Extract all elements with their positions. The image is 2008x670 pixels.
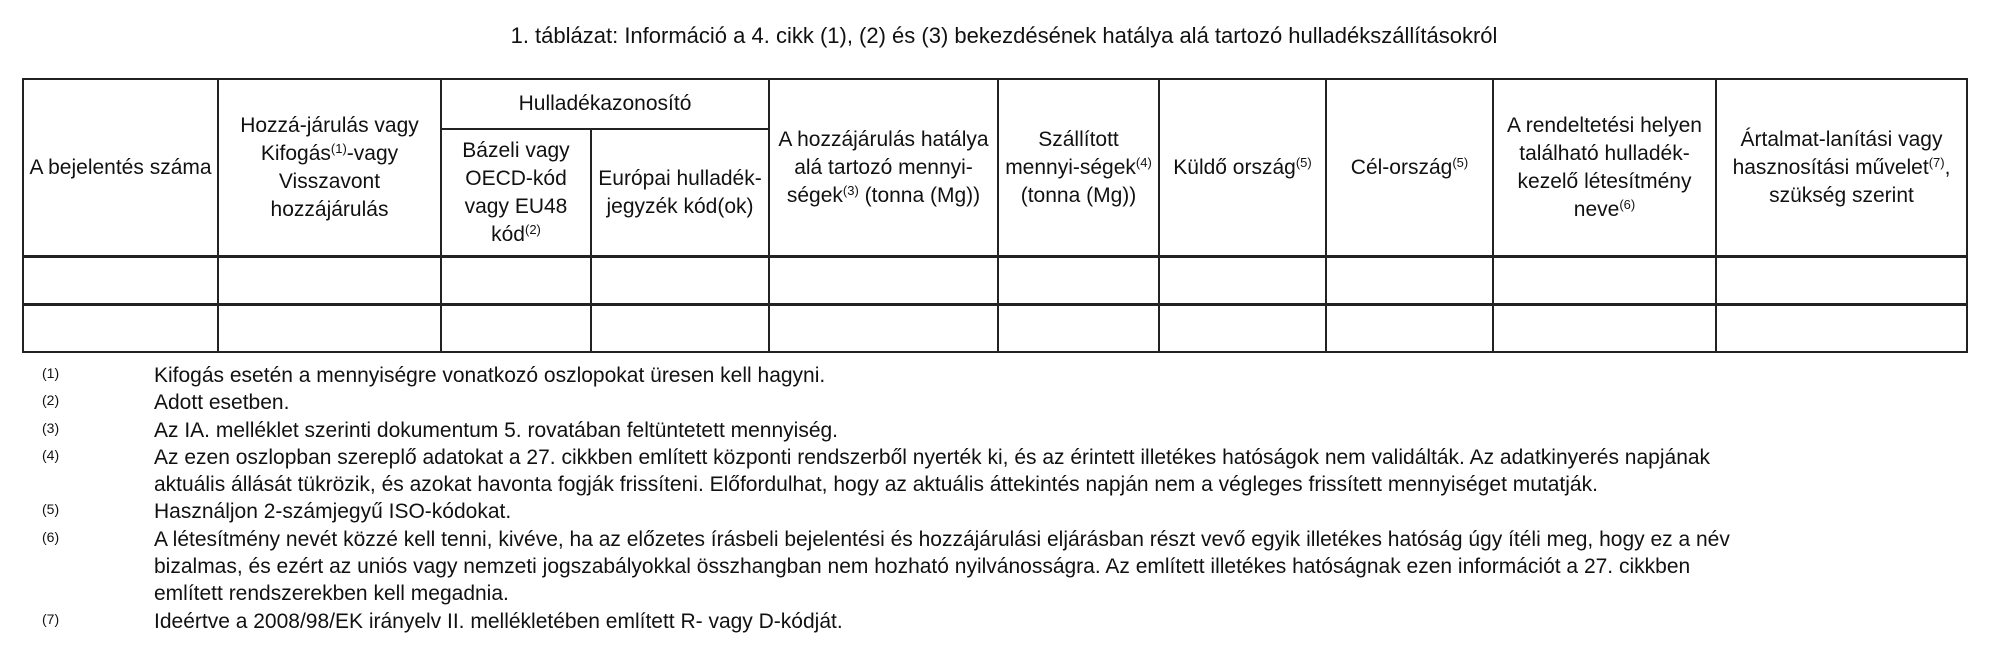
footnote-marker: (1) bbox=[42, 365, 60, 381]
footnote-marker: (7) bbox=[42, 610, 60, 627]
footnote bbox=[0, 362, 2008, 389]
header-text: Cél-ország bbox=[1350, 155, 1453, 179]
footnote-reference: (5) bbox=[1452, 154, 1469, 170]
table-cell bbox=[1326, 305, 1493, 353]
footnote-line: Adott esetben. bbox=[154, 391, 290, 415]
footnote-line: említett rendszerekben kell megadnia. bbox=[154, 582, 509, 606]
header-country-of-dispatch bbox=[1159, 79, 1326, 257]
footnote bbox=[0, 498, 2008, 525]
footnote-line: Kifogás esetén a mennyiségre vonatkozó oszlopokat üresen kell hagyni. bbox=[154, 364, 826, 387]
table-cell bbox=[218, 305, 441, 353]
footnote bbox=[0, 608, 2008, 635]
footnote-reference: (4) bbox=[1135, 154, 1152, 170]
table-cell bbox=[1716, 305, 1967, 353]
header-country-of-destination bbox=[1326, 79, 1493, 257]
header-text: Európai hulladék-jegyzék kód(ok) bbox=[598, 166, 762, 218]
footnote-text bbox=[154, 526, 1730, 608]
header-text: (tonna (Mg)) bbox=[858, 183, 981, 207]
header-text: Küldő ország bbox=[1173, 155, 1296, 179]
footnote-marker: (5) bbox=[42, 501, 60, 518]
header-text: Hozzá-járulás vagy Kifogás bbox=[240, 113, 419, 165]
table-cell bbox=[1493, 305, 1716, 353]
table-cell bbox=[23, 305, 218, 353]
footnote-line: aktuális állását tükrözik, és azokat havonta fogják frissíteni. Előfordulhat, hogy az aktuális áttekintés napján nem a végleges frissített mennyiséget mutatják. bbox=[154, 473, 1598, 497]
header-facility-name bbox=[1493, 79, 1716, 257]
footnote-text bbox=[154, 362, 825, 389]
footnote-line: Használjon 2-számjegyű ISO-kódokat. bbox=[154, 500, 512, 524]
footnote-reference: (3) bbox=[842, 182, 859, 198]
header-european-waste-list-code bbox=[591, 129, 769, 257]
table-row bbox=[23, 257, 1967, 305]
footnote-reference: (6) bbox=[1619, 196, 1636, 212]
header-text: -vagy Visszavont hozzájárulás bbox=[270, 141, 399, 221]
table-cell bbox=[769, 257, 998, 305]
footnote bbox=[0, 389, 2008, 416]
footnote-reference: (1) bbox=[330, 140, 347, 156]
table-cell bbox=[218, 257, 441, 305]
table-cell bbox=[1716, 257, 1967, 305]
header-text: Szállított mennyi-ségek bbox=[1005, 127, 1136, 179]
table-cell bbox=[998, 305, 1159, 353]
table-cell bbox=[998, 257, 1159, 305]
table-cell bbox=[441, 257, 591, 305]
footnote-text bbox=[154, 608, 843, 635]
table-cell bbox=[1159, 305, 1326, 353]
table-cell bbox=[591, 257, 769, 305]
header-waste-identification: Hulladékazonosító bbox=[441, 79, 769, 129]
footnote-line: Az IA. melléklet szerinti dokumentum 5. rovatában feltüntetett mennyiség. bbox=[154, 418, 839, 442]
footnote-line: Az ezen oszlopban szereplő adatokat a 27. cikkben említett központi rendszerből nyerték ki, és az érintett illetékes hatóságok nem validálták. Az adatkinyerés napjának bbox=[154, 445, 1711, 469]
footnote-marker: (4) bbox=[42, 446, 60, 463]
table-cell bbox=[23, 257, 218, 305]
footnote-text bbox=[154, 444, 1710, 499]
footnote-marker: (2) bbox=[42, 392, 60, 409]
footnote-line: Ideértve a 2008/98/EK irányelv II. mellékletében említett R- vagy D-kódját. bbox=[154, 609, 843, 633]
table-cell bbox=[591, 305, 769, 353]
footnote-reference: (7) bbox=[1928, 154, 1945, 170]
footnote bbox=[0, 526, 2008, 608]
header-text: A hozzájárulás hatálya alá tartozó mennyi-ségek bbox=[778, 127, 989, 207]
table-cell bbox=[1159, 257, 1326, 305]
header-text: A bejelentés száma bbox=[29, 155, 212, 179]
header-basel-oecd-code bbox=[441, 129, 591, 257]
footnote-text bbox=[154, 389, 289, 416]
header-operation bbox=[1716, 79, 1967, 257]
footnote bbox=[0, 444, 2008, 499]
table-row bbox=[23, 305, 1967, 353]
footnote-text bbox=[154, 417, 838, 444]
header-consent-objection bbox=[218, 79, 441, 257]
header-text: A rendeltetési helyen található hulladék-kezelő létesítmény neve bbox=[1507, 113, 1702, 221]
table-cell bbox=[769, 305, 998, 353]
footnote-line: A létesítmény nevét közzé kell tenni, kivéve, ha az előzetes írásbeli bejelentési és hozzájárulási eljárásban részt vevő egyik illetékes hatóság úgy ítéli meg, hogy ez a név bbox=[154, 527, 1730, 551]
footnote bbox=[0, 417, 2008, 444]
header-notification-number bbox=[23, 79, 218, 257]
footnote-text bbox=[154, 498, 511, 525]
header-text: (tonna (Mg)) bbox=[1020, 183, 1137, 207]
footnote-line: bizalmas, és ezért az uniós vagy nemzeti jogszabályokkal összhangban nem hozható nyilvánosságra. Az említett illetékes hatóságnak ezen információt a 27. cikkben bbox=[154, 555, 1691, 579]
table-cell bbox=[1493, 257, 1716, 305]
header-text: Bázeli vagy OECD-kód vagy EU48 kód bbox=[462, 138, 570, 246]
header-text: , szükség szerint bbox=[1769, 155, 1951, 207]
header-text: Ártalmat-lanítási vagy hasznosítási művelet bbox=[1732, 127, 1943, 179]
waste-shipments-table bbox=[22, 78, 1968, 353]
table-title: 1. táblázat: Információ a 4. cikk (1), (2) és (3) bekezdésének hatálya alá tartozó hulladékszállításokról bbox=[510, 23, 1498, 48]
footnote-marker: (3) bbox=[42, 419, 60, 436]
table-cell bbox=[1326, 257, 1493, 305]
table-cell bbox=[441, 305, 591, 353]
footnote-marker: (6) bbox=[42, 528, 60, 545]
header-consented-quantities bbox=[769, 79, 998, 257]
footnote-reference: (2) bbox=[524, 221, 541, 237]
header-shipped-quantities bbox=[998, 79, 1159, 257]
footnote-reference: (5) bbox=[1295, 154, 1312, 170]
footnotes bbox=[0, 362, 2008, 635]
